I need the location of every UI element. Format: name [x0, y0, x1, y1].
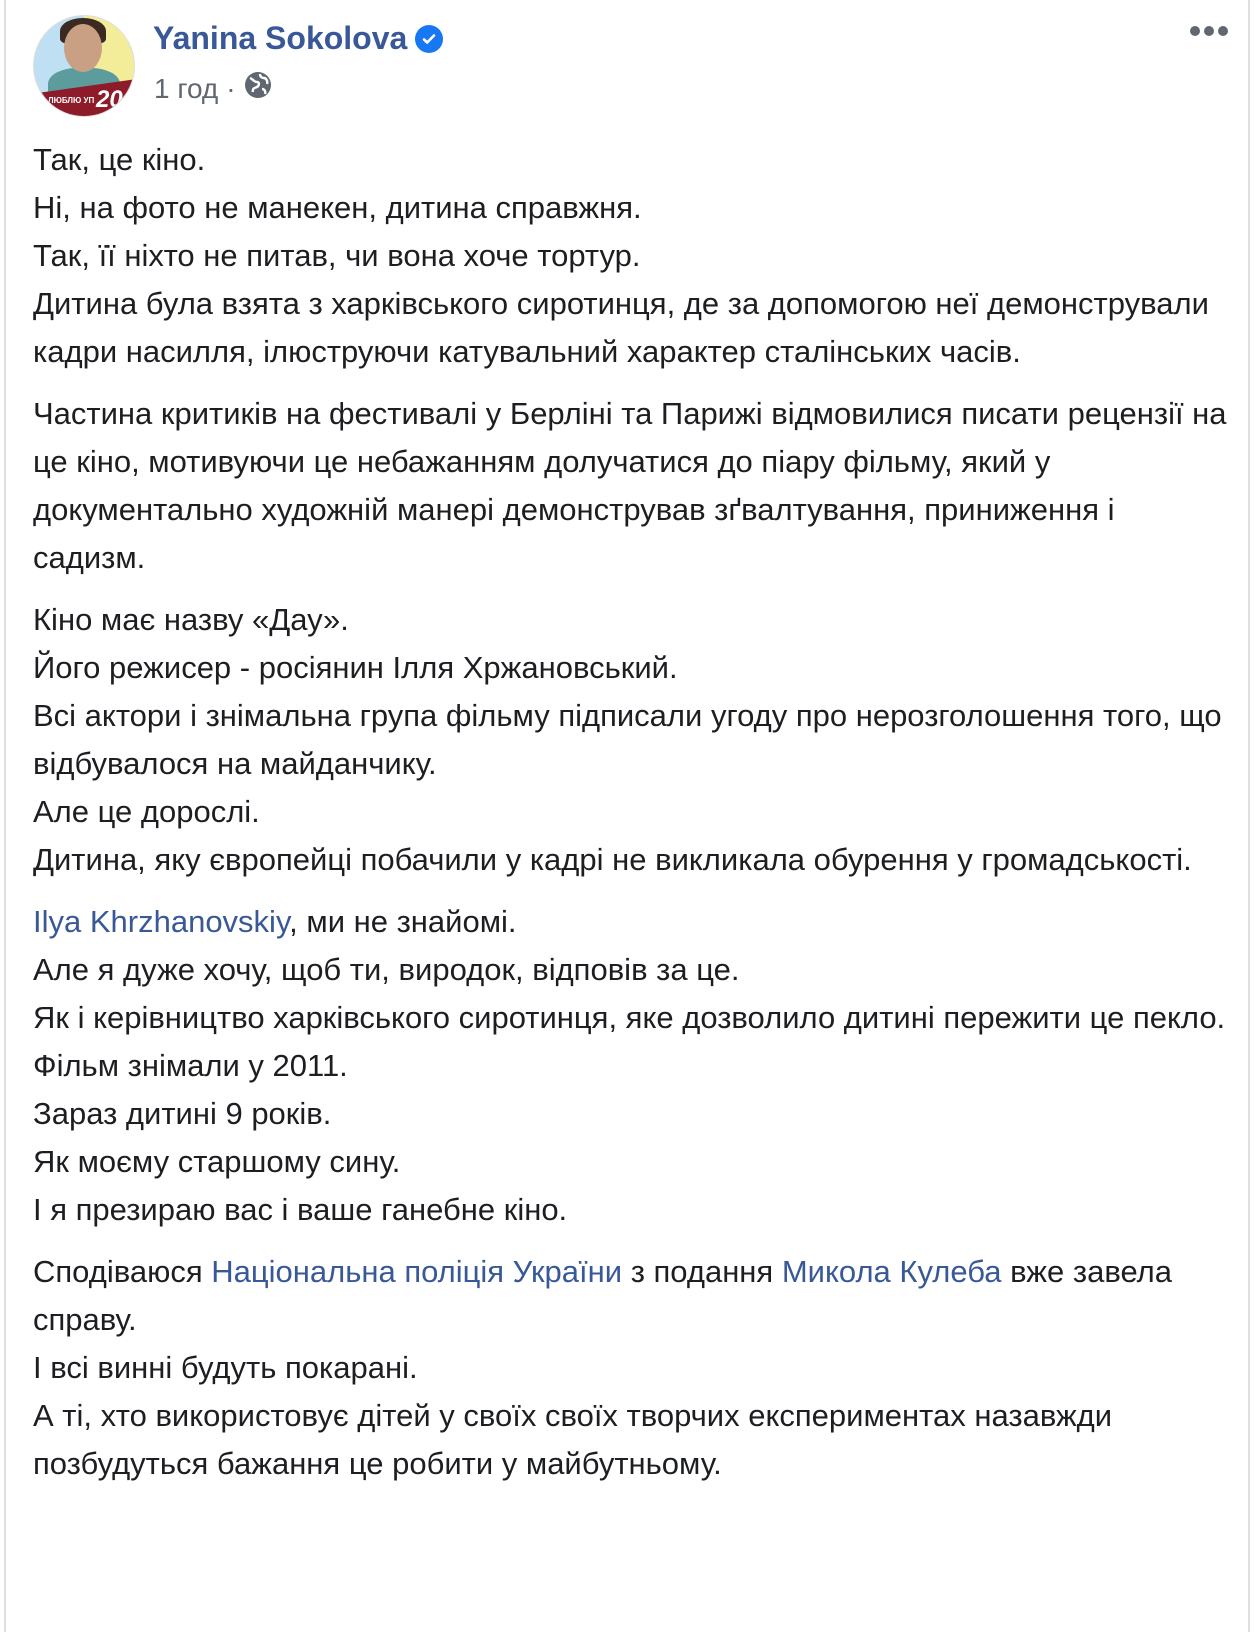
post-line	[33, 1186, 1233, 1234]
avatar-banner-text: ЛЮБЛЮ УП	[48, 96, 95, 105]
post-line	[33, 184, 1233, 232]
author-name-link[interactable]: Yanina Sokolova	[153, 20, 408, 56]
post-line	[33, 1344, 1233, 1392]
author-avatar[interactable]	[33, 15, 135, 117]
post-text-segment: Зараз дитині 9 років.	[33, 1096, 332, 1131]
post-text-segment: Кіно має назву «Дау».	[33, 602, 349, 637]
post-paragraph	[33, 898, 1233, 1234]
post-text-segment: Частина критиків на фестивалі у Берліні та Парижі відмовилися писати рецензії на це кіно, мотивуючи це небажанням долучатися до піару фільму, який у документально художній манері демонстрував зґвалтування, приниження і садизм.	[33, 396, 1227, 575]
post-text-segment: Так, її ніхто не питав, чи вона хоче тортур.	[33, 238, 641, 273]
post-text-segment: Дитина була взята з харківського сиротинця, де за допомогою неї демонстрували кадри насилля, ілюструючи катувальний характер сталінських часів.	[33, 286, 1209, 369]
post-line	[33, 788, 1233, 836]
post-text-segment: вже завела справу.	[33, 1254, 1172, 1337]
post-text-segment: , ми не знайомі.	[289, 904, 517, 939]
post-line	[33, 1090, 1233, 1138]
globe-icon[interactable]	[244, 71, 272, 106]
post-text-segment: Сподіваюся	[33, 1254, 212, 1289]
dot-icon	[1204, 26, 1214, 36]
post-line	[33, 136, 1233, 184]
dot-icon	[1218, 26, 1228, 36]
avatar-banner-number: 20	[96, 86, 123, 113]
post-text-segment: з подання	[622, 1254, 782, 1289]
mention-link[interactable]: Національна поліція України	[211, 1254, 623, 1289]
post-line	[33, 280, 1233, 376]
post-text-segment: Як моєму старшому сину.	[33, 1144, 401, 1179]
post-line	[33, 644, 1233, 692]
post-line	[33, 836, 1233, 884]
post-text-segment: І всі винні будуть покарані.	[33, 1350, 418, 1385]
post-line	[33, 946, 1233, 994]
post-text-segment: Але я дуже хочу, щоб ти, виродок, відповів за це.	[33, 952, 740, 987]
mention-link[interactable]: Ilya Khrzhanovskiy	[33, 904, 290, 939]
post-text-segment: Дитина, яку європейці побачили у кадрі не викликала обурення у громадськості.	[33, 842, 1192, 877]
verified-badge-icon	[415, 25, 443, 53]
post-paragraph	[33, 390, 1233, 582]
post-line	[33, 898, 1233, 946]
meta-separator: ·	[226, 72, 236, 104]
post-text-segment: Фільм знімали у 2011.	[33, 1048, 348, 1083]
post-paragraph	[33, 136, 1233, 376]
post-meta	[154, 71, 272, 106]
post-line	[33, 1392, 1233, 1488]
post-line	[33, 692, 1233, 788]
post-line	[33, 1248, 1233, 1344]
post-paragraph	[33, 1248, 1233, 1488]
avatar-face	[64, 24, 102, 72]
post-text-segment: Ні, на фото не манекен, дитина справжня.	[33, 190, 642, 225]
post-line	[33, 994, 1233, 1042]
post-line	[33, 232, 1233, 280]
post-line	[33, 1138, 1233, 1186]
post-line	[33, 1042, 1233, 1090]
post-line	[33, 390, 1233, 582]
post-timestamp-link[interactable]: 1 год	[154, 72, 219, 104]
dot-icon	[1190, 26, 1200, 36]
post-paragraph	[33, 596, 1233, 884]
author-name-row	[153, 20, 443, 57]
mention-link[interactable]: Микола Кулеба	[781, 1254, 1002, 1289]
post-text-segment: І я презираю вас і ваше ганебне кіно.	[33, 1192, 568, 1227]
post-text-segment: Його режисер - росіянин Ілля Хржановський.	[33, 650, 678, 685]
post-text	[33, 136, 1233, 1502]
post-text-segment: Всі актори і знімальна група фільму підписали угоду про нерозголошення того, що відбувалося на майданчику.	[33, 698, 1222, 781]
post-line	[33, 596, 1233, 644]
post-text-segment: Але це дорослі.	[33, 794, 260, 829]
post-text-segment: Як і керівництво харківського сиротинця, яке дозволило дитині пережити це пекло.	[33, 1000, 1226, 1035]
post-text-segment: А ті, хто використовує дітей у своїх своїх творчих експериментах назавжди позбудуться бажання це робити у майбутньому.	[33, 1398, 1113, 1481]
post-text-segment: Так, це кіно.	[33, 142, 206, 177]
more-options-button[interactable]	[1190, 26, 1228, 36]
